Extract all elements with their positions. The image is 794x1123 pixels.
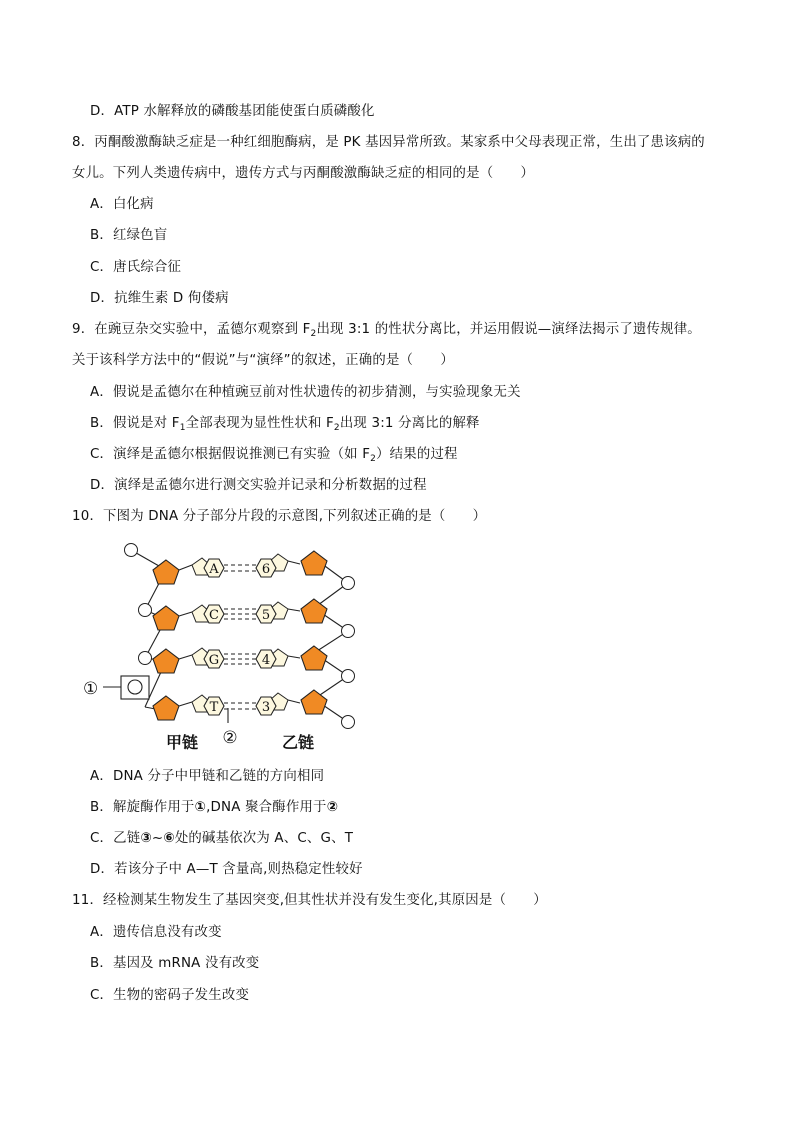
q10-option-b: B．解旋酶作用于①,DNA 聚合酶作用于② — [90, 800, 339, 815]
q8-option-a: A．白化病 — [90, 197, 154, 212]
q8-stem-line1: 8．丙酮酸激酶缺乏症是一种红细胞酶病，是 PK 基因异常所致。某家系中父母表现正常，生出了患该病的 — [72, 135, 705, 150]
base-left-3: G — [208, 653, 220, 668]
q11-option-a: A．遗传信息没有改变 — [90, 925, 222, 940]
q9-option-b: B．假说是对 $F_1$全部表现为显性性状和 $F_2$出现 3:1 分离比的解释 — [90, 416, 480, 433]
dna-diagram — [78, 537, 368, 757]
q10-option-c: C．乙链③~⑥处的碱基依次为 A、C、G、T — [90, 831, 354, 846]
base-right-4: 4 — [261, 653, 271, 668]
q11-option-b: B．基因及 mRNA 没有改变 — [90, 956, 260, 971]
q10-option-a: A．DNA 分子中甲链和乙链的方向相同 — [90, 769, 325, 784]
chain-right-label: 乙链 — [282, 733, 315, 752]
q8-stem-line2: 女儿。下列人类遗传病中，遗传方式与丙酮酸激酶缺乏症的相同的是（ ） — [72, 166, 535, 181]
label-circle-2: ② — [222, 728, 238, 748]
q10-option-d: D．若该分子中 A—T 含量高,则热稳定性较好 — [90, 862, 363, 877]
q9-option-a: A．假说是孟德尔在种植豌豆前对性状遗传的初步猜测，与实验现象无关 — [90, 385, 521, 400]
q8-option-d: D．抗维生素 D 佝偻病 — [90, 291, 229, 306]
q9-stem-line1: 9．在豌豆杂交实验中，孟德尔观察到 $F_2$出现 3:1 的性状分离比，并运用假说—演绎法揭示了遗传规律。 — [72, 322, 701, 339]
label-circle-1: ① — [83, 679, 99, 699]
q11-option-c: C．生物的密码子发生改变 — [90, 988, 250, 1003]
q9-option-c: C．演绎是孟德尔根据假说推测已有实验（如 $F_2$）结果的过程 — [90, 447, 458, 464]
q8-option-b: B．红绿色盲 — [90, 228, 168, 243]
base-right-6: 6 — [261, 562, 271, 577]
q11-stem: 11．经检测某生物发生了基因突变,但其性状并没有发生变化,其原因是（ ） — [72, 893, 547, 908]
q9-stem-line2: 关于该科学方法中的“假说”与“演绎”的叙述，正确的是（ ） — [72, 353, 454, 368]
base-left-4: T — [209, 700, 219, 715]
chain-left-label: 甲链 — [166, 733, 199, 752]
q8-option-c: C．唐氏综合征 — [90, 260, 182, 275]
base-right-5: 5 — [261, 608, 271, 623]
base-left-1: A — [209, 562, 219, 577]
q7-option-d: D．ATP 水解释放的磷酸基团能使蛋白质磷酸化 — [90, 104, 375, 119]
q9-option-d: D．演绎是孟德尔进行测交实验并记录和分析数据的过程 — [90, 478, 427, 493]
q10-stem: 10．下图为 DNA 分子部分片段的示意图,下列叙述正确的是（ ） — [72, 509, 487, 524]
base-right-3: 3 — [261, 700, 271, 715]
base-left-2: C — [209, 608, 219, 623]
